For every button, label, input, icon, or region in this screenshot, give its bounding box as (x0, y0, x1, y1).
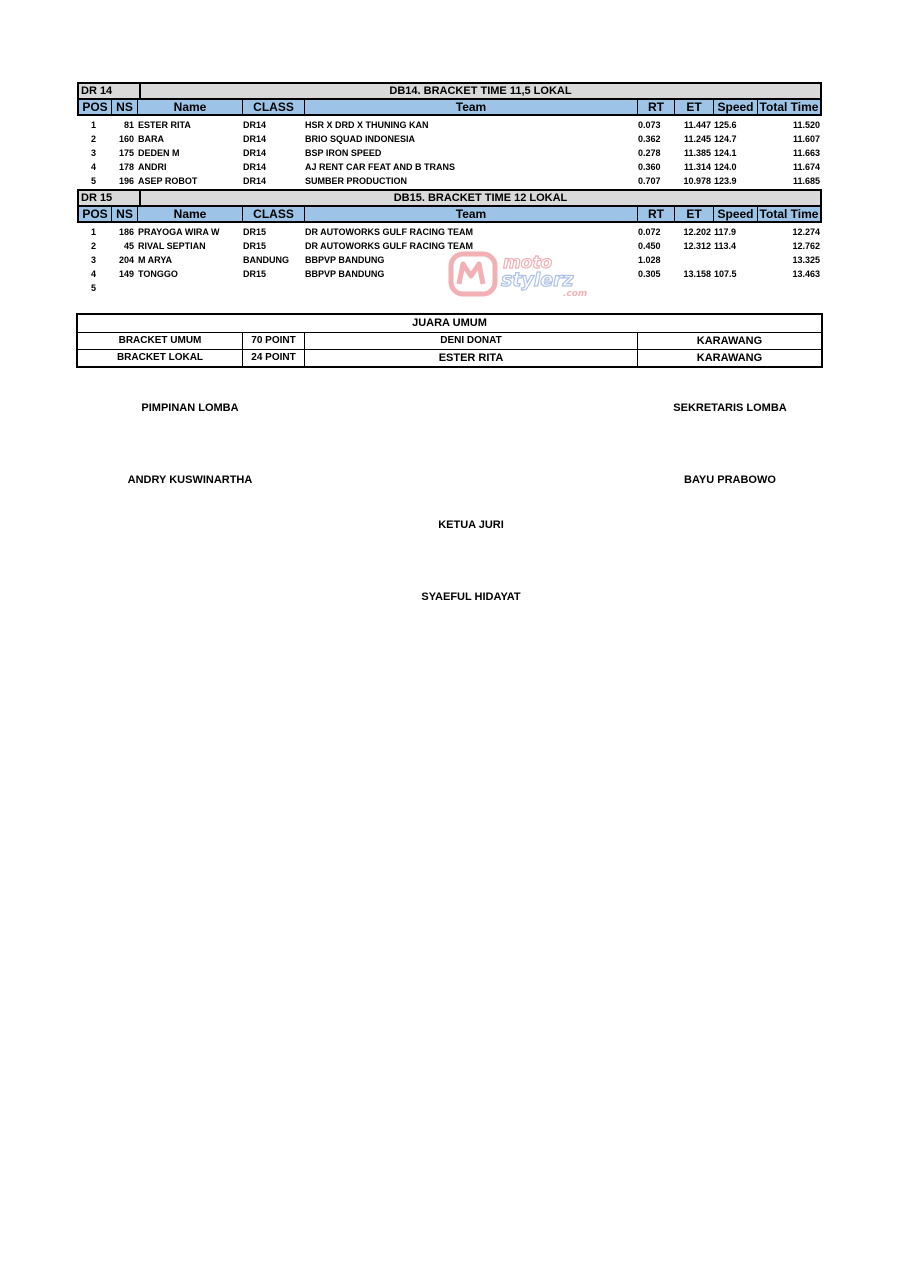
cell-name: M ARYA (138, 255, 173, 265)
table-row (77, 118, 822, 132)
col-team: Team (305, 207, 638, 221)
col-class: CLASS (243, 207, 305, 221)
col-et: ET (675, 100, 714, 114)
cell-speed: 125.6 (714, 120, 737, 130)
cell-pos: 4 (90, 269, 96, 279)
section-code: DR 14 (79, 84, 141, 98)
table-row (77, 132, 822, 146)
column-header-row (77, 206, 822, 223)
juara-city: KARAWANG (696, 352, 763, 364)
table-row (77, 146, 822, 160)
cell-name (136, 281, 241, 295)
cell-team: DR AUTOWORKS GULF RACING TEAM (305, 241, 473, 251)
cell-total-time: 12.274 (792, 227, 820, 237)
cell-ns: 149 (118, 269, 134, 279)
cell-class: DR14 (243, 148, 267, 158)
cell-pos: 4 (90, 162, 96, 172)
cell-speed: 124.7 (714, 134, 737, 144)
cell-speed: 113.4 (714, 241, 737, 251)
col-rt: RT (638, 100, 675, 114)
signature-right-name: BAYU PRABOWO (684, 474, 776, 486)
cell-et: 12.312 (683, 241, 711, 251)
results-table-dr14 (77, 82, 822, 188)
cell-ns: 45 (123, 241, 134, 251)
col-et: ET (675, 207, 714, 221)
cell-et: 11.314 (683, 162, 711, 172)
cell-speed (712, 281, 756, 295)
cell-team: BSP IRON SPEED (305, 148, 382, 158)
cell-class: BANDUNG (243, 255, 289, 265)
col-ns: NS (112, 100, 138, 114)
cell-ns: 175 (118, 148, 134, 158)
col-pos: POS (79, 100, 112, 114)
cell-et: 12.202 (683, 227, 711, 237)
cell-rt: 0.073 (638, 120, 661, 130)
cell-et: 10.978 (683, 176, 711, 186)
cell-class (241, 281, 303, 295)
cell-class: DR14 (243, 162, 267, 172)
cell-total-time: 11.520 (792, 120, 820, 130)
col-rt: RT (638, 207, 675, 221)
cell-speed: 107.5 (714, 269, 737, 279)
cell-rt: 0.362 (638, 134, 661, 144)
cell-name: DEDEN M (138, 148, 180, 158)
cell-pos: 3 (90, 148, 96, 158)
cell-total-time: 11.607 (792, 134, 820, 144)
section-title: DB15. BRACKET TIME 12 LOKAL (141, 191, 820, 205)
cell-name: RIVAL SEPTIAN (138, 241, 206, 251)
logo-m-mark (459, 264, 483, 284)
cell-name: ANDRI (138, 162, 167, 172)
cell-et (673, 253, 712, 267)
cell-name: BARA (138, 134, 164, 144)
col-class: CLASS (243, 100, 305, 114)
cell-ns (110, 281, 136, 295)
cell-team: BRIO SQUAD INDONESIA (305, 134, 416, 144)
section-header (77, 189, 822, 206)
juara-category: BRACKET UMUM (78, 333, 243, 349)
cell-et: 13.158 (683, 269, 711, 279)
table-row (77, 174, 822, 188)
juara-points: 70 POINT (243, 333, 305, 349)
motostylerz-logo (445, 248, 605, 300)
cell-rt: 0.360 (638, 162, 661, 172)
logo-text-bottom: stylerz (501, 269, 574, 291)
juara-row (78, 349, 821, 366)
juara-city: KARAWANG (696, 335, 763, 347)
cell-pos: 5 (90, 283, 96, 293)
cell-total-time: 12.762 (792, 241, 820, 251)
cell-pos: 1 (90, 120, 96, 130)
col-name: Name (138, 100, 243, 114)
column-header-row (77, 99, 822, 116)
cell-ns: 204 (118, 255, 134, 265)
cell-total-time: 13.325 (792, 255, 820, 265)
section-title: DB14. BRACKET TIME 11,5 LOKAL (141, 84, 820, 98)
cell-class: DR14 (243, 120, 267, 130)
cell-pos: 2 (90, 241, 96, 251)
cell-pos: 3 (90, 255, 96, 265)
col-total-time: Total Time (759, 100, 819, 114)
cell-speed (712, 253, 756, 267)
cell-total-time: 11.685 (792, 176, 820, 186)
cell-rt (636, 281, 673, 295)
cell-team: BBPVP BANDUNG (305, 269, 385, 279)
cell-total-time (756, 281, 822, 295)
cell-speed: 124.1 (714, 148, 737, 158)
rows-dr14 (77, 116, 822, 188)
cell-et: 11.447 (683, 120, 711, 130)
cell-pos: 5 (90, 176, 96, 186)
cell-team: SUMBER PRODUCTION (305, 176, 408, 186)
cell-rt: 0.072 (638, 227, 661, 237)
col-ns: NS (112, 207, 138, 221)
juara-umum-table (76, 313, 823, 368)
cell-team: DR AUTOWORKS GULF RACING TEAM (305, 227, 473, 237)
section-code: DR 15 (79, 191, 141, 205)
cell-rt: 0.450 (638, 241, 661, 251)
cell-ns: 81 (123, 120, 134, 130)
cell-ns: 196 (118, 176, 134, 186)
col-total-time: Total Time (759, 207, 819, 221)
juara-name: DENI DONAT (305, 333, 638, 349)
cell-et: 11.245 (683, 134, 711, 144)
juara-name: ESTER RITA (305, 350, 638, 366)
juara-points: 24 POINT (243, 350, 305, 366)
cell-class: DR15 (243, 269, 267, 279)
cell-name: ASEP ROBOT (138, 176, 198, 186)
table-row (77, 225, 822, 239)
cell-et: 11.385 (683, 148, 711, 158)
cell-ns: 160 (118, 134, 134, 144)
cell-rt: 1.028 (638, 255, 661, 265)
cell-rt: 0.305 (638, 269, 661, 279)
col-team: Team (305, 100, 638, 114)
col-speed: Speed (714, 207, 758, 221)
juara-title: JUARA UMUM (78, 315, 821, 333)
signature-right-role: SEKRETARIS LOMBA (673, 402, 787, 414)
cell-total-time: 11.674 (792, 162, 820, 172)
juara-row (78, 333, 821, 349)
signature-center-name: SYAEFUL HIDAYAT (421, 591, 521, 603)
table-row (77, 160, 822, 174)
cell-ns: 178 (118, 162, 134, 172)
cell-ns: 186 (118, 227, 134, 237)
cell-rt: 0.707 (638, 176, 661, 186)
cell-pos: 2 (90, 134, 96, 144)
cell-team: BBPVP BANDUNG (305, 255, 385, 265)
signature-left-role: PIMPINAN LOMBA (141, 402, 239, 414)
cell-class: DR15 (243, 227, 267, 237)
cell-pos: 1 (90, 227, 96, 237)
cell-class: DR15 (243, 241, 267, 251)
cell-et (673, 281, 712, 295)
cell-name: PRAYOGA WIRA W (138, 227, 220, 237)
cell-speed: 123.9 (714, 176, 737, 186)
col-pos: POS (79, 207, 112, 221)
cell-class: DR14 (243, 176, 267, 186)
cell-speed: 117.9 (714, 227, 737, 237)
signature-left-name: ANDRY KUSWINARTHA (127, 474, 253, 486)
col-speed: Speed (714, 100, 758, 114)
logo-text-suffix: .com (563, 289, 588, 299)
logo-text-top: moto (503, 253, 553, 273)
cell-name: TONGGO (138, 269, 178, 279)
cell-team: HSR X DRD X THUNING KAN (305, 120, 429, 130)
signature-center-role: KETUA JURI (438, 519, 504, 531)
cell-total-time: 11.663 (792, 148, 820, 158)
cell-total-time: 13.463 (792, 269, 820, 279)
juara-category: BRACKET LOKAL (78, 350, 243, 366)
cell-team: AJ RENT CAR FEAT AND B TRANS (305, 162, 455, 172)
section-header (77, 82, 822, 99)
cell-class: DR14 (243, 134, 267, 144)
cell-speed: 124.0 (714, 162, 737, 172)
cell-name: ESTER RITA (138, 120, 191, 130)
cell-rt: 0.278 (638, 148, 661, 158)
col-name: Name (138, 207, 243, 221)
